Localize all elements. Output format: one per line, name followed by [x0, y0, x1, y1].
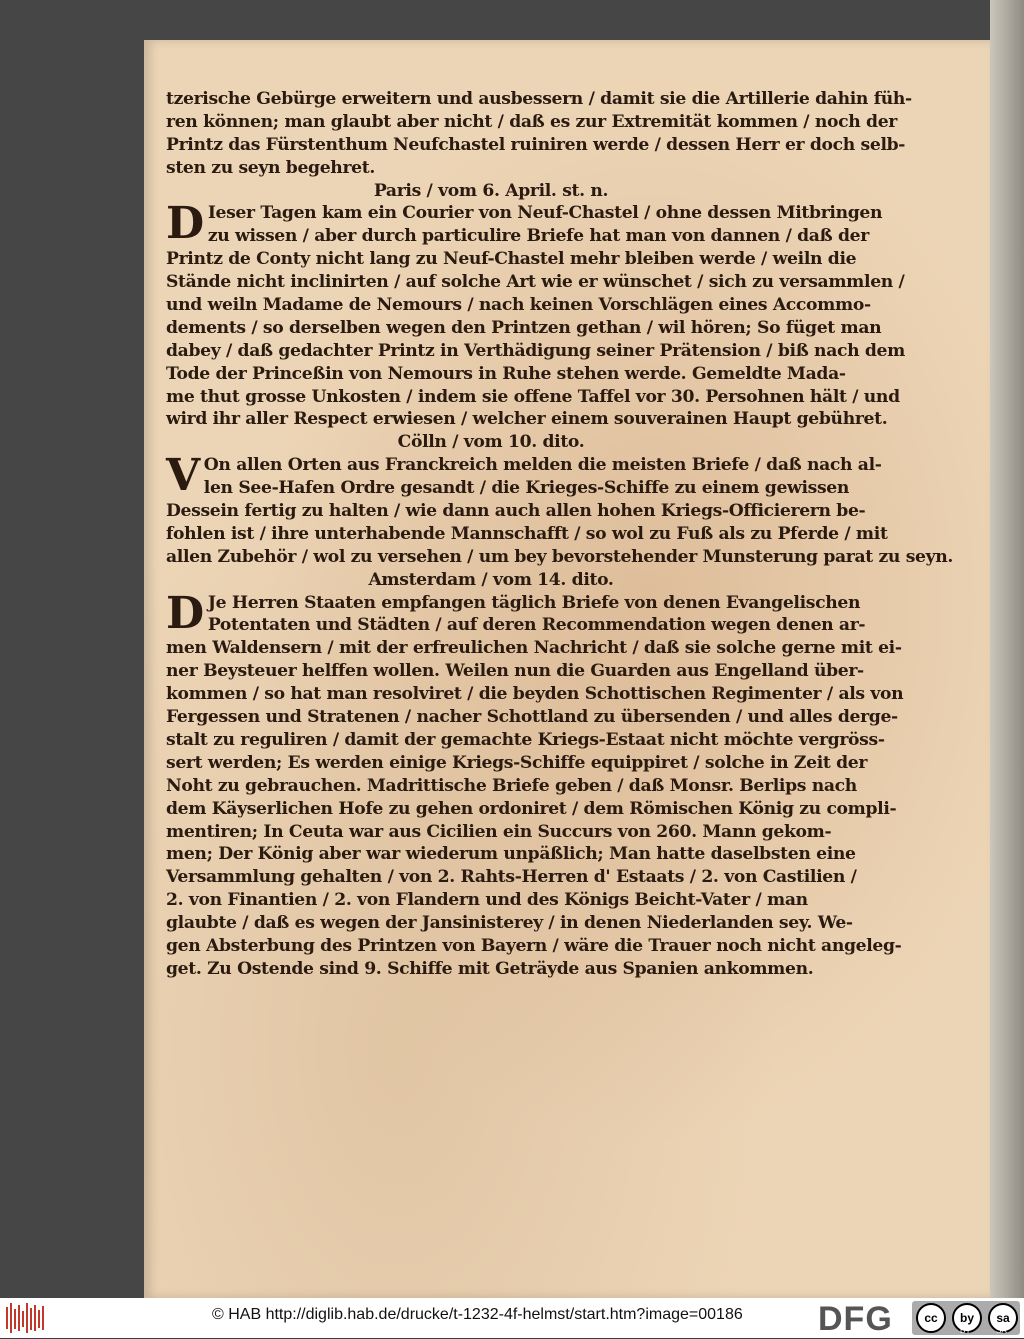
dropcap: D: [166, 198, 204, 250]
text-line: me thut grosse Unkosten / indem sie offene Taffel vor 30. Persohnen hält / und: [166, 386, 900, 407]
text-line: Versammlung gehalten / von 2. Rahts-Herren d' Estaats / 2. von Castilien /: [166, 867, 857, 888]
text-line: kommen / so hat man resolviret / die beyden Schottischen Regimenter / als von: [166, 684, 904, 705]
text-line: sten zu seyn begehret.: [166, 157, 375, 178]
dfg-logo: DFG: [818, 1300, 893, 1338]
sa-icon: sa: [988, 1303, 1018, 1333]
text-line: Fergessen und Stratenen / nacher Schottland zu übersenden / und alles derge-: [166, 707, 898, 728]
text-line: glaubte / daß es wegen der Jansinisterey / in denen Niederlanden sey. We-: [166, 913, 853, 934]
text-line: Printz de Conty nicht lang zu Neuf-Chastel mehr bleiben werde / weiln die: [166, 249, 857, 270]
text-line: Tode der Princeßin von Nemours in Ruhe stehen werde. Gemeldte Mada-: [166, 363, 846, 384]
text-line: mentiren; In Ceuta war aus Cicilien ein Succurs von 260. Mann gekom-: [166, 821, 832, 842]
text-line: zu wissen / aber durch particulire Briefe hat man von dannen / daß der: [207, 226, 869, 247]
text-line: gen Absterbung des Printzen von Bayern / wäre die Trauer noch nicht angeleg-: [166, 935, 902, 956]
text-line: Ieser Tagen kam ein Courier von Neuf-Chastel / ohne dessen Mitbringen: [207, 203, 883, 224]
text-line: sert werden; Es werden einige Kriegs-Schiffe equippiret / solche in Zeit der: [166, 752, 868, 773]
text-line: und weiln Madame de Nemours / nach keinen Vorschlägen eines Accommo-: [166, 295, 871, 316]
text-line: dements / so derselben wegen den Printzen gethan / wil hören; So füget man: [166, 317, 882, 338]
text-line: On allen Orten aus Franckreich melden die meisten Briefe / daß nach al-: [203, 455, 882, 476]
text-line: men Waldensern / mit der erfreulichen Nachricht / daß sie solche gerne mit ei-: [166, 638, 902, 659]
text-line: allen Zubehör / wol zu versehen / um bey bevorstehender Munsterung parat zu seyn.: [166, 546, 954, 567]
text-line: 2. von Finantien / 2. von Flandern und des Königs Beicht-Vater / man: [166, 890, 808, 911]
intro-paragraph: [166, 88, 912, 180]
text-line: len See-Hafen Ordre gesandt / die Krieges-Schiffe zu einem gewissen: [203, 478, 850, 499]
text-line: dabey / daß gedachter Printz in Verthädigung seiner Prätension / biß nach dem: [166, 340, 905, 361]
text-line: men; Der König aber war wiederum unpäßlich; Man hatte daselbsten eine: [166, 844, 856, 865]
cc-icon: cc: [916, 1303, 946, 1333]
cc-license-badge[interactable]: [912, 1301, 1020, 1335]
by-icon: by: [952, 1303, 982, 1333]
paragraph-amsterdam: [166, 587, 904, 981]
section-heading-coelln: Cölln / vom 10. dito.: [397, 432, 585, 453]
sa-label: SA: [996, 1326, 1007, 1335]
paragraph-coelln: [166, 450, 954, 568]
copyright-link[interactable]: © HAB http://diglib.hab.de/drucke/t-1232-4f-helmst/start.htm?image=00186: [212, 1306, 743, 1323]
text-line: Potentaten und Städten / auf deren Recommendation wegen denen ar-: [207, 615, 866, 636]
dropcap: V: [166, 450, 200, 502]
text-line: get. Zu Ostende sind 9. Schiffe mit Geträyde aus Spanien ankommen.: [166, 958, 814, 979]
text-line: stalt zu reguliren / damit der gemachte Kriegs-Estaat nicht möchte vergröss-: [166, 729, 885, 750]
text-line: Noht zu gebrauchen. Madrittische Briefe geben / daß Monsr. Berlips nach: [166, 775, 857, 796]
hab-logo-icon: [6, 1303, 46, 1333]
section-heading-paris: Paris / vom 6. April. st. n.: [373, 180, 609, 201]
text-line: ner Beysteuer helffen wollen. Weilen nun die Guarden aus Engelland über-: [166, 661, 864, 682]
text-line: wird ihr aller Respect erwiesen / welcher einem souverainen Haupt gebühret.: [166, 409, 888, 430]
text-line: fohlen ist / ihre unterhabende Mannschafft / so wol zu Fuß als zu Pferde / mit: [166, 523, 888, 544]
text-line: Je Herren Staaten empfangen täglich Briefe von denen Evangelischen: [207, 592, 861, 613]
section-heading-amsterdam: Amsterdam / vom 14. dito.: [368, 569, 614, 590]
paragraph-paris: [166, 198, 905, 431]
text-line: dem Käyserlichen Hofe zu gehen ordoniret / dem Römischen König zu compli-: [166, 798, 897, 819]
text-line: ren können; man glaubt aber nicht / daß es zur Extremität kommen / noch der: [166, 111, 897, 132]
by-label: BY: [960, 1326, 971, 1335]
text-line: Printz das Fürstenthum Neufchastel ruiniren werde / dessen Herr er doch selb-: [166, 134, 906, 155]
text-line: tzerische Gebürge erweitern und ausbessern / damit sie die Artillerie dahin füh-: [166, 89, 912, 109]
text-line: Dessein fertig zu halten / wie dann auch allen hohen Kriegs-Officierern be-: [166, 501, 866, 522]
page-text: [166, 88, 954, 981]
text-line: Stände nicht inclinirten / auf solche Art wie er wünschet / sich zu versammlen /: [166, 272, 905, 293]
page-edge: [990, 0, 1024, 1298]
dropcap: D: [166, 587, 204, 639]
